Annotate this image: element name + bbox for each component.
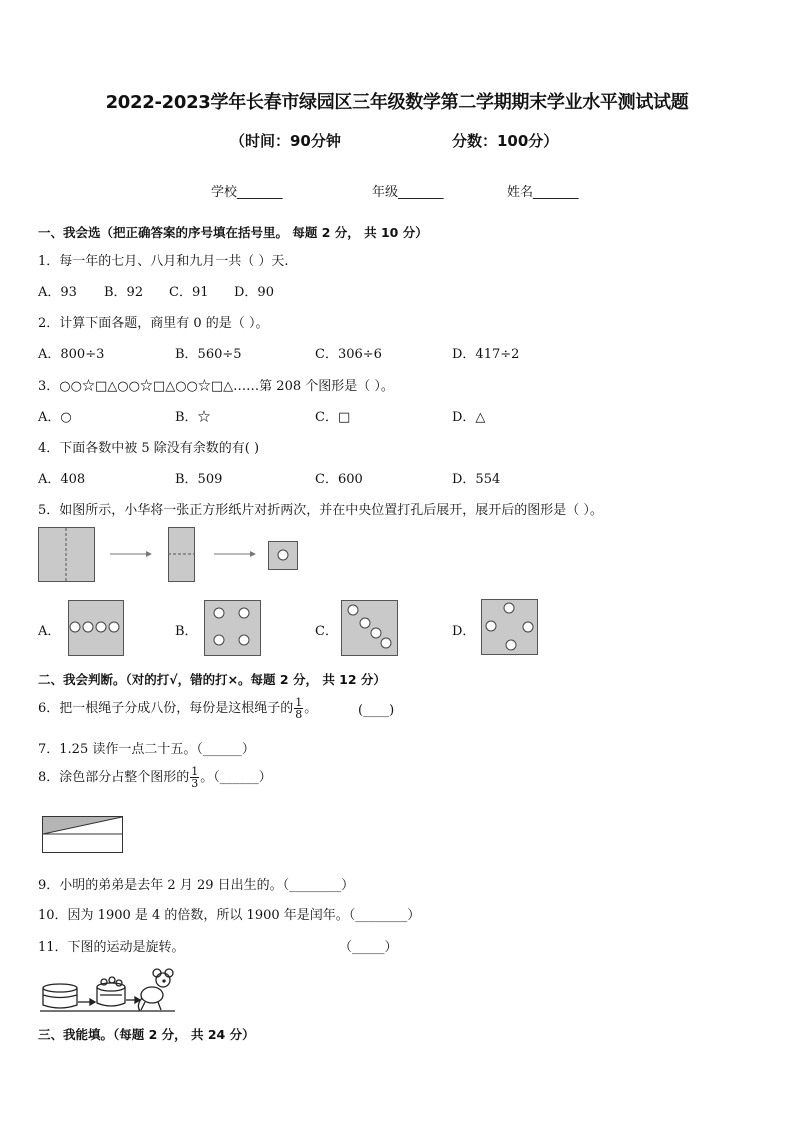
q5-option-a: A． (38, 624, 61, 639)
q5-option-d-figure (481, 599, 538, 655)
question-6 (38, 697, 317, 720)
q4-option-b: B．509 (175, 472, 223, 487)
q11-answer-blank: （_____） (339, 940, 398, 955)
q8-fraction (190, 766, 199, 789)
q1-option-d: D．90 (234, 285, 274, 300)
arrow-1-head (146, 551, 152, 557)
q6-numerator: 1 (295, 696, 303, 709)
section-2-heading: 二、我会判断。（对的打√，错的打×。每题 2 分， 共 12 分） (38, 672, 386, 687)
q6-text: 6．把一根绳子分成八份，每份是这根绳子的 (38, 701, 294, 716)
section-3-heading: 三、我能填。（每题 2 分， 共 24 分） (38, 1027, 255, 1042)
exam-time: （时间：90分钟 (230, 132, 341, 150)
q6-denominator: 8 (295, 708, 303, 721)
q5-option-b-figure (204, 600, 261, 656)
question-5: 5．如图所示，小华将一张正方形纸片对折两次，并在中央位置打孔后展开，展开后的图形是（ ）。 (38, 503, 603, 518)
q2-option-a: A．800÷3 (38, 347, 105, 362)
q3-option-d: D．△ (452, 410, 486, 425)
question-10: 10．因为 1900 是 4 的倍数，所以 1900 年是闰年。（________） (38, 908, 421, 923)
mouse-pulling-cake-illustration (40, 965, 180, 1015)
q8-numerator: 1 (191, 765, 199, 778)
q4-option-c: C．600 (315, 472, 363, 487)
q5-option-a-figure (68, 600, 124, 656)
question-3: 3．○○☆□△○○☆□△○○☆□△……第 208 个图形是（ ）。 (38, 379, 394, 394)
q3-option-a: A．○ (38, 410, 72, 425)
question-7: 7．1.25 读作一点二十五。（______） (38, 742, 255, 757)
q2-option-c: C．306÷6 (315, 347, 382, 362)
section-1-heading: 一、我会选（把正确答案的序号填在括号里。 每题 2 分， 共 10 分） (38, 225, 428, 240)
q1-option-a: A．93 (38, 285, 77, 300)
q8-tail: 。（______） (200, 770, 272, 785)
arrow-2-head (250, 551, 256, 557)
question-2: 2．计算下面各题，商里有 0 的是（ ）。 (38, 316, 269, 331)
exam-score: 分数：100分） (452, 132, 559, 150)
q5-option-c-figure (341, 600, 398, 656)
page-title: 2022-2023学年长春市绿园区三年级数学第二学期期末学业水平测试试题 (105, 92, 689, 113)
q1-option-c: C．91 (169, 285, 209, 300)
punched-hole (278, 550, 288, 560)
q4-option-d: D．554 (452, 472, 501, 487)
q6-tail: 。 (304, 701, 318, 716)
paper-folding-diagram (38, 525, 308, 585)
question-4: 4．下面各数中被 5 除没有余数的有( ) (38, 441, 260, 456)
name-field: 姓名_______ (507, 185, 579, 200)
grade-field: 年级_______ (372, 185, 444, 200)
question-8 (38, 766, 272, 789)
q2-option-b: B．560÷5 (175, 347, 242, 362)
q8-text: 8．涂色部分占整个图形的 (38, 770, 190, 785)
school-field: 学校_______ (211, 185, 283, 200)
q5-option-b: B． (175, 624, 198, 639)
q8-shaded-rectangle (42, 816, 124, 854)
q5-option-d: D． (452, 624, 476, 639)
q5-option-c: C． (315, 624, 338, 639)
q2-option-d: D．417÷2 (452, 347, 520, 362)
question-11: 11．下图的运动是旋转。 (38, 940, 185, 955)
q1-option-b: B．92 (104, 285, 144, 300)
question-1: 1．每一年的七月、八月和九月一共（ ）天. (38, 254, 289, 269)
q6-answer-blank: (____) (358, 703, 395, 718)
q4-option-a: A．408 (38, 472, 86, 487)
q3-option-b: B．☆ (175, 410, 211, 425)
q6-fraction (294, 697, 303, 720)
q3-option-c: C．□ (315, 410, 351, 425)
question-9: 9．小明的弟弟是去年 2 月 29 日出生的。（________） (38, 878, 355, 893)
q8-denominator: 3 (191, 777, 199, 790)
